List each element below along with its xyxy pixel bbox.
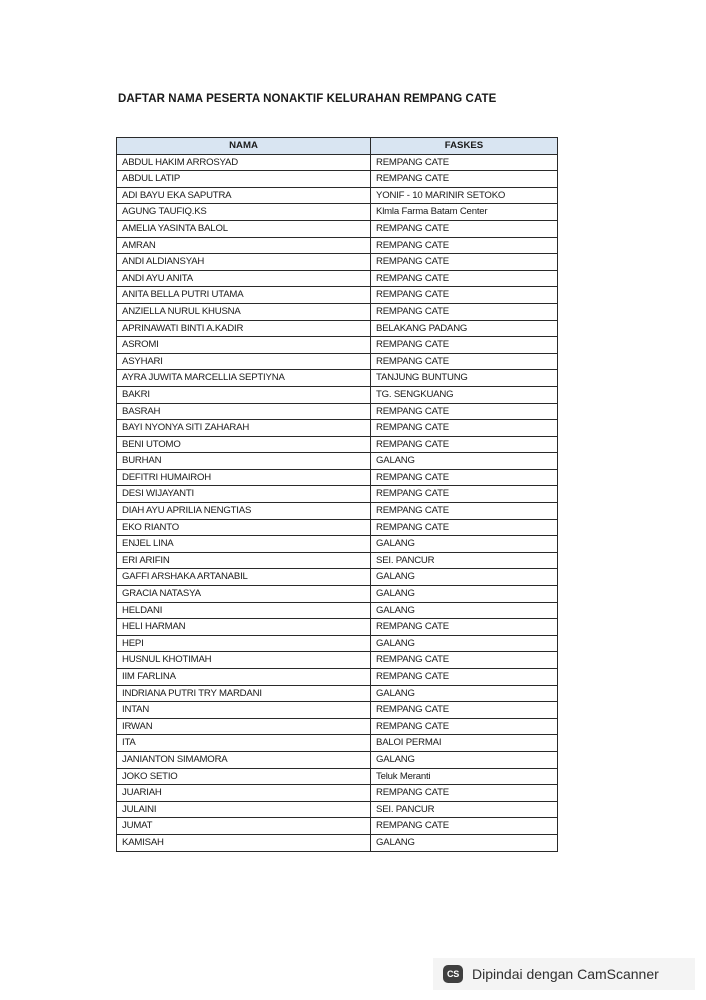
cell-nama: ERI ARIFIN: [117, 552, 371, 569]
table-row: [117, 320, 558, 337]
cell-faskes: REMPANG CATE: [371, 403, 558, 420]
cell-faskes: REMPANG CATE: [371, 652, 558, 669]
table-row: [117, 420, 558, 437]
cell-nama: KAMISAH: [117, 834, 371, 851]
table-row: [117, 519, 558, 536]
table-row: [117, 834, 558, 851]
cell-faskes: REMPANG CATE: [371, 303, 558, 320]
cell-faskes: REMPANG CATE: [371, 287, 558, 304]
table-row: [117, 403, 558, 420]
cell-faskes: YONIF - 10 MARINIR SETOKO: [371, 187, 558, 204]
table-row: [117, 171, 558, 188]
table-row: [117, 652, 558, 669]
cell-nama: ADI BAYU EKA SAPUTRA: [117, 187, 371, 204]
cell-faskes: REMPANG CATE: [371, 718, 558, 735]
cell-faskes: REMPANG CATE: [371, 420, 558, 437]
cell-faskes: TG. SENGKUANG: [371, 386, 558, 403]
cell-faskes: GALANG: [371, 635, 558, 652]
table-row: [117, 370, 558, 387]
cell-nama: ABDUL LATIP: [117, 171, 371, 188]
cell-faskes: GALANG: [371, 834, 558, 851]
cell-faskes: REMPANG CATE: [371, 220, 558, 237]
cell-faskes: Teluk Meranti: [371, 768, 558, 785]
cell-nama: JOKO SETIO: [117, 768, 371, 785]
table-header-row: [117, 138, 558, 155]
cell-nama: AYRA JUWITA MARCELLIA SEPTIYNA: [117, 370, 371, 387]
cell-faskes: GALANG: [371, 569, 558, 586]
table-row: [117, 569, 558, 586]
cell-nama: ENJEL LINA: [117, 536, 371, 553]
cell-faskes: REMPANG CATE: [371, 486, 558, 503]
cell-nama: DEFITRI HUMAIROH: [117, 469, 371, 486]
column-header-nama: NAMA: [117, 138, 371, 155]
cell-nama: BAKRI: [117, 386, 371, 403]
cell-faskes: Klmla Farma Batam Center: [371, 204, 558, 221]
participant-table: [116, 137, 558, 852]
cell-nama: JUMAT: [117, 818, 371, 835]
table-row: [117, 204, 558, 221]
cell-nama: IIM FARLINA: [117, 669, 371, 686]
cell-nama: ANITA BELLA PUTRI UTAMA: [117, 287, 371, 304]
table-row: [117, 619, 558, 636]
cell-faskes: GALANG: [371, 586, 558, 603]
cell-faskes: REMPANG CATE: [371, 469, 558, 486]
cell-faskes: REMPANG CATE: [371, 436, 558, 453]
cell-nama: BENI UTOMO: [117, 436, 371, 453]
table-row: [117, 751, 558, 768]
cell-faskes: GALANG: [371, 453, 558, 470]
table-row: [117, 768, 558, 785]
cell-faskes: TANJUNG BUNTUNG: [371, 370, 558, 387]
cell-nama: ANDI AYU ANITA: [117, 270, 371, 287]
table-row: [117, 785, 558, 802]
cell-nama: ASYHARI: [117, 353, 371, 370]
table-row: [117, 536, 558, 553]
cell-nama: ITA: [117, 735, 371, 752]
cell-faskes: REMPANG CATE: [371, 619, 558, 636]
cell-nama: DESI WIJAYANTI: [117, 486, 371, 503]
cell-nama: AMELIA YASINTA BALOL: [117, 220, 371, 237]
cell-nama: DIAH AYU APRILIA NENGTIAS: [117, 503, 371, 520]
cell-nama: INTAN: [117, 702, 371, 719]
table-row: [117, 669, 558, 686]
table-row: [117, 386, 558, 403]
cell-nama: BASRAH: [117, 403, 371, 420]
cell-nama: BURHAN: [117, 453, 371, 470]
table-row: [117, 702, 558, 719]
cell-nama: HELDANI: [117, 602, 371, 619]
table-row: [117, 635, 558, 652]
table-row: [117, 287, 558, 304]
cell-faskes: SEI. PANCUR: [371, 801, 558, 818]
cell-nama: JUARIAH: [117, 785, 371, 802]
cell-nama: ANZIELLA NURUL KHUSNA: [117, 303, 371, 320]
cell-nama: IRWAN: [117, 718, 371, 735]
cell-faskes: GALANG: [371, 602, 558, 619]
cell-nama: AGUNG TAUFIQ.KS: [117, 204, 371, 221]
table-row: [117, 237, 558, 254]
cell-faskes: REMPANG CATE: [371, 270, 558, 287]
cell-nama: ANDI ALDIANSYAH: [117, 254, 371, 271]
table-row: [117, 486, 558, 503]
cell-faskes: GALANG: [371, 536, 558, 553]
table-row: [117, 801, 558, 818]
table-row: [117, 337, 558, 354]
camscanner-text: Dipindai dengan CamScanner: [472, 966, 659, 982]
table-row: [117, 469, 558, 486]
cell-faskes: REMPANG CATE: [371, 353, 558, 370]
table-row: [117, 270, 558, 287]
cell-nama: JULAINI: [117, 801, 371, 818]
cell-nama: GAFFI ARSHAKA ARTANABIL: [117, 569, 371, 586]
cell-nama: INDRIANA PUTRI TRY MARDANI: [117, 685, 371, 702]
cell-faskes: REMPANG CATE: [371, 171, 558, 188]
cell-nama: HELI HARMAN: [117, 619, 371, 636]
table-row: [117, 685, 558, 702]
table-row: [117, 735, 558, 752]
column-header-faskes: FASKES: [371, 138, 558, 155]
table-row: [117, 187, 558, 204]
table-row: [117, 254, 558, 271]
table-row: [117, 552, 558, 569]
table-row: [117, 503, 558, 520]
camscanner-logo-icon: CS: [443, 965, 463, 983]
cell-faskes: REMPANG CATE: [371, 154, 558, 171]
cell-nama: ASROMI: [117, 337, 371, 354]
cell-nama: GRACIA NATASYA: [117, 586, 371, 603]
cell-nama: JANIANTON SIMAMORA: [117, 751, 371, 768]
table-row: [117, 602, 558, 619]
camscanner-watermark: [433, 958, 695, 990]
table-row: [117, 818, 558, 835]
cell-faskes: REMPANG CATE: [371, 337, 558, 354]
table-row: [117, 718, 558, 735]
cell-faskes: REMPANG CATE: [371, 237, 558, 254]
table-row: [117, 436, 558, 453]
table-row: [117, 453, 558, 470]
cell-nama: BAYI NYONYA SITI ZAHARAH: [117, 420, 371, 437]
table-row: [117, 303, 558, 320]
cell-nama: AMRAN: [117, 237, 371, 254]
table-row: [117, 154, 558, 171]
cell-nama: EKO RIANTO: [117, 519, 371, 536]
table-body: [117, 154, 558, 851]
cell-faskes: BALOI PERMAI: [371, 735, 558, 752]
cell-nama: ABDUL HAKIM ARROSYAD: [117, 154, 371, 171]
cell-nama: HEPI: [117, 635, 371, 652]
cell-faskes: BELAKANG PADANG: [371, 320, 558, 337]
cell-faskes: REMPANG CATE: [371, 519, 558, 536]
cell-faskes: REMPANG CATE: [371, 702, 558, 719]
cell-faskes: REMPANG CATE: [371, 818, 558, 835]
cell-nama: APRINAWATI BINTI A.KADIR: [117, 320, 371, 337]
cell-nama: HUSNUL KHOTIMAH: [117, 652, 371, 669]
table-row: [117, 353, 558, 370]
table-row: [117, 220, 558, 237]
cell-faskes: REMPANG CATE: [371, 669, 558, 686]
cell-faskes: SEI. PANCUR: [371, 552, 558, 569]
document-title: DAFTAR NAMA PESERTA NONAKTIF KELURAHAN REMPANG CATE: [118, 93, 497, 105]
cell-faskes: REMPANG CATE: [371, 254, 558, 271]
cell-faskes: REMPANG CATE: [371, 785, 558, 802]
table-row: [117, 586, 558, 603]
cell-faskes: GALANG: [371, 685, 558, 702]
cell-faskes: REMPANG CATE: [371, 503, 558, 520]
cell-faskes: GALANG: [371, 751, 558, 768]
